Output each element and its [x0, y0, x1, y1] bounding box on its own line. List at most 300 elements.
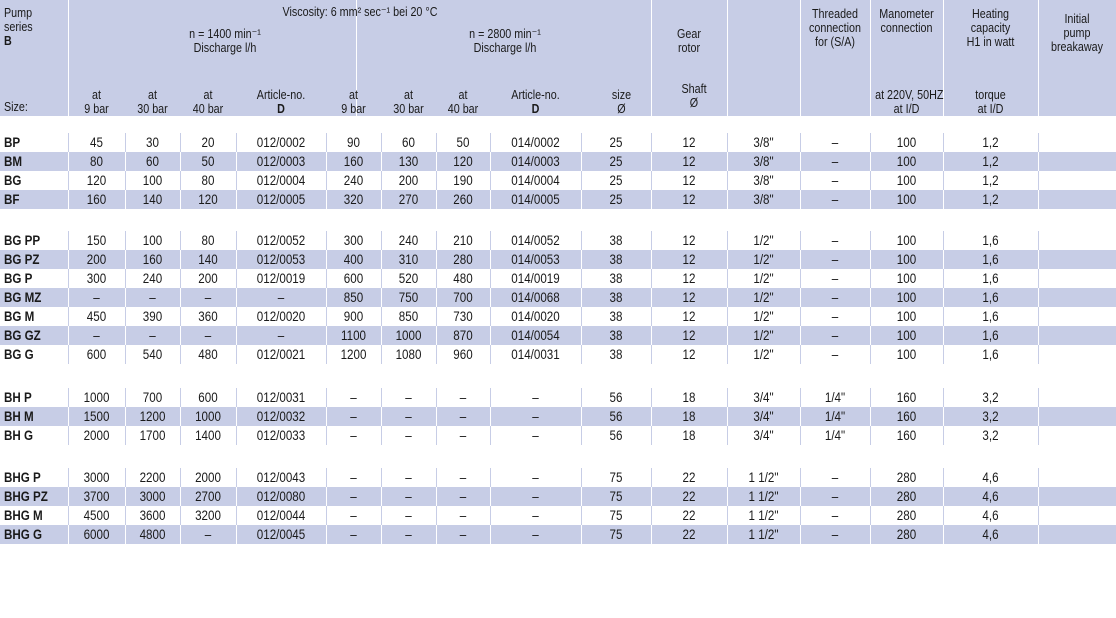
subheader-at40: at: [458, 88, 468, 102]
pump-size-cell: BF: [4, 192, 20, 207]
speed-1400-header: Discharge l/h: [193, 41, 257, 55]
table-cell: 3/4": [753, 409, 774, 424]
table-cell: 1100: [341, 328, 366, 343]
table-cell: 18: [682, 409, 696, 424]
table-cell: –: [204, 328, 212, 343]
table-cell: 1,2: [982, 135, 999, 150]
table-cell: –: [405, 508, 412, 523]
subheader-heating-sub: at I/D: [893, 102, 920, 116]
table-cell: 200: [86, 252, 107, 267]
pump-size-cell: BG P: [4, 271, 33, 286]
table-cell: 520: [398, 271, 419, 286]
table-cell: 1,2: [982, 192, 999, 207]
table-cell: 100: [896, 252, 917, 267]
table-cell: 160: [896, 390, 917, 405]
table-cell: –: [831, 470, 839, 485]
table-cell: –: [93, 328, 100, 343]
table-cell: 1200: [340, 347, 367, 362]
table-cell: 320: [343, 192, 364, 207]
table-cell: 100: [896, 154, 917, 169]
table-cell: –: [459, 470, 467, 485]
table-cell: –: [532, 390, 539, 405]
header-column-divider: [870, 0, 871, 116]
pump-size-cell: BHG PZ: [4, 489, 48, 504]
table-cell: 310: [398, 252, 419, 267]
subheader-shaft: Ø: [689, 96, 699, 110]
table-cell: 3,2: [982, 409, 999, 424]
table-cell: –: [405, 428, 412, 443]
subheader-shaft: Shaft: [681, 82, 707, 96]
table-cell: –: [831, 309, 839, 324]
table-cell: 100: [896, 192, 917, 207]
table-cell: 3,2: [982, 428, 999, 443]
table-cell: –: [405, 390, 412, 405]
table-cell: 75: [609, 527, 623, 542]
table-cell: 1,6: [982, 290, 999, 305]
table-cell: 2700: [195, 489, 221, 504]
table-cell: –: [459, 527, 467, 542]
table-cell: 1700: [139, 428, 166, 443]
table-cell: 012/0045: [256, 527, 306, 542]
table-cell: 25: [609, 173, 623, 188]
table-cell: 38: [609, 290, 623, 305]
table-cell: 3000: [83, 470, 110, 485]
table-cell: –: [532, 489, 539, 504]
table-row: [0, 388, 1116, 407]
table-row: [0, 307, 1116, 326]
table-cell: 960: [453, 347, 473, 362]
table-cell: 1000: [395, 328, 422, 343]
table-row: [0, 407, 1116, 426]
table-cell: 4,6: [982, 527, 999, 542]
table-cell: –: [350, 489, 357, 504]
table-cell: 014/0068: [511, 290, 560, 305]
table-row: [0, 487, 1116, 506]
subheader-article: Article-no.: [511, 88, 560, 102]
threaded-header: for (S/A): [814, 35, 856, 49]
table-cell: 600: [343, 271, 364, 286]
pump-size-cell: BG G: [4, 347, 34, 362]
table-cell: 480: [198, 347, 218, 362]
table-cell: 38: [609, 347, 623, 362]
table-cell: 390: [142, 309, 163, 324]
torque-header: breakaway: [1050, 40, 1103, 54]
gear-rotor-header: Gear: [677, 27, 701, 41]
header-column-divider: [68, 0, 69, 116]
heating-header: H1 in watt: [966, 35, 1015, 49]
table-cell: –: [831, 192, 839, 207]
table-cell: 750: [398, 290, 419, 305]
table-cell: 100: [896, 309, 917, 324]
table-cell: 190: [453, 173, 473, 188]
gear-rotor-header: rotor: [677, 41, 701, 55]
table-cell: 012/0053: [256, 252, 306, 267]
table-cell: 100: [896, 271, 917, 286]
pump-size-cell: BH P: [4, 390, 32, 405]
table-cell: 014/0002: [511, 135, 560, 150]
pump-size-cell: BHG M: [4, 508, 43, 523]
header-column-divider: [943, 0, 944, 116]
table-cell: 12: [682, 271, 696, 286]
table-cell: 22: [682, 527, 696, 542]
table-row: [0, 288, 1116, 307]
table-cell: 1/4": [824, 390, 846, 405]
table-cell: 850: [398, 309, 419, 324]
table-cell: 270: [398, 192, 419, 207]
table-cell: 75: [609, 489, 623, 504]
table-cell: 1200: [139, 409, 166, 424]
table-cell: 120: [198, 192, 218, 207]
table-cell: 56: [609, 409, 623, 424]
table-cell: 1,6: [982, 328, 999, 343]
table-cell: 4,6: [982, 489, 999, 504]
table-cell: 3,2: [982, 390, 999, 405]
table-cell: –: [350, 508, 357, 523]
table-row: [0, 426, 1116, 445]
table-cell: –: [149, 328, 156, 343]
table-cell: 600: [86, 347, 107, 362]
table-cell: 38: [609, 328, 623, 343]
table-cell: 18: [682, 428, 696, 443]
table-row: [0, 326, 1116, 345]
table-cell: 30: [146, 135, 159, 150]
pump-size-cell: BH M: [4, 409, 34, 424]
subheader-gear-size: size: [611, 88, 632, 102]
table-cell: 280: [896, 489, 917, 504]
table-cell: –: [831, 508, 839, 523]
table-cell: 12: [682, 347, 696, 362]
table-cell: –: [831, 173, 839, 188]
table-cell: 22: [682, 489, 696, 504]
heating-header: capacity: [970, 21, 1011, 35]
table-cell: 12: [682, 173, 696, 188]
table-cell: 014/0053: [511, 252, 560, 267]
table-cell: 2000: [195, 470, 221, 485]
table-row: [0, 269, 1116, 288]
subheader-heating-sub: at 220V, 50HZ: [875, 88, 944, 102]
table-cell: 1,6: [982, 252, 999, 267]
subheader-at40: at: [203, 88, 213, 102]
pump-size-cell: BG: [4, 173, 22, 188]
table-cell: 160: [86, 192, 107, 207]
table-cell: 600: [198, 390, 218, 405]
table-cell: 12: [682, 192, 696, 207]
table-cell: 38: [609, 271, 623, 286]
table-cell: –: [149, 290, 156, 305]
table-cell: 1080: [395, 347, 422, 362]
subheader-at30: 30 bar: [137, 102, 168, 116]
table-cell: 012/0021: [256, 347, 306, 362]
table-cell: 280: [453, 252, 473, 267]
table-cell: 360: [198, 309, 218, 324]
table-cell: 014/0004: [511, 173, 560, 188]
table-cell: 1500: [83, 409, 110, 424]
pump-size-cell: BG M: [4, 309, 35, 324]
table-cell: –: [277, 328, 285, 343]
pump-series-header: Pump: [4, 6, 33, 20]
table-cell: 12: [682, 328, 696, 343]
table-cell: 56: [609, 390, 623, 405]
table-cell: 730: [453, 309, 473, 324]
table-cell: –: [831, 271, 839, 286]
table-cell: 012/0031: [256, 390, 306, 405]
table-cell: 3/8": [753, 154, 774, 169]
table-cell: –: [405, 409, 412, 424]
table-cell: 4,6: [982, 470, 999, 485]
table-cell: 25: [609, 135, 623, 150]
table-cell: 012/0020: [256, 309, 306, 324]
subheader-article: D: [531, 102, 540, 116]
table-cell: 100: [896, 173, 917, 188]
table-cell: 100: [896, 347, 917, 362]
table-cell: 75: [609, 508, 623, 523]
table-cell: –: [277, 290, 285, 305]
table-cell: 60: [402, 135, 415, 150]
table-cell: 12: [682, 309, 696, 324]
table-cell: 014/0019: [511, 271, 560, 286]
subheader-at9: at: [92, 88, 101, 102]
table-cell: –: [532, 470, 539, 485]
table-cell: 1,6: [982, 271, 999, 286]
table-cell: 450: [86, 309, 107, 324]
table-cell: 100: [142, 173, 163, 188]
table-cell: –: [350, 390, 357, 405]
size-label: Size:: [4, 100, 28, 114]
table-cell: 120: [86, 173, 107, 188]
table-cell: –: [831, 527, 839, 542]
table-cell: 280: [896, 470, 917, 485]
table-cell: 1/2": [753, 290, 774, 305]
table-cell: 1/2": [753, 252, 774, 267]
table-cell: 80: [90, 154, 103, 169]
table-cell: 160: [142, 252, 163, 267]
table-cell: –: [831, 252, 839, 267]
table-row: [0, 250, 1116, 269]
table-cell: 3600: [139, 508, 166, 523]
table-cell: 80: [201, 233, 215, 248]
subheader-at9: 9 bar: [341, 102, 366, 116]
table-cell: 012/0043: [256, 470, 306, 485]
table-cell: 2200: [139, 470, 166, 485]
table-cell: 1,6: [982, 233, 999, 248]
table-cell: 3/8": [753, 173, 774, 188]
pump-series-header: B: [4, 34, 12, 48]
table-cell: 80: [201, 173, 215, 188]
pump-size-cell: BM: [4, 154, 23, 169]
manometer-header: connection: [880, 21, 933, 35]
table-cell: 3000: [139, 489, 166, 504]
table-cell: 25: [609, 154, 623, 169]
table-cell: 014/0020: [511, 309, 560, 324]
table-cell: –: [831, 135, 839, 150]
threaded-header: Threaded: [811, 7, 859, 21]
table-cell: 014/0052: [511, 233, 560, 248]
table-cell: 012/0005: [256, 192, 306, 207]
table-cell: 18: [682, 390, 696, 405]
table-cell: 12: [682, 154, 696, 169]
table-cell: 1 1/2": [748, 527, 779, 542]
table-cell: –: [350, 409, 357, 424]
table-cell: 012/0052: [256, 233, 306, 248]
table-cell: 50: [201, 154, 215, 169]
table-cell: 240: [142, 271, 163, 286]
table-cell: 1/2": [753, 347, 774, 362]
table-cell: 012/0002: [256, 135, 306, 150]
table-cell: 100: [142, 233, 163, 248]
table-cell: –: [405, 527, 412, 542]
table-cell: 3/8": [753, 135, 774, 150]
table-cell: 210: [453, 233, 473, 248]
table-cell: –: [459, 508, 467, 523]
torque-header: Initial: [1064, 12, 1090, 26]
table-cell: 012/0032: [256, 409, 306, 424]
table-cell: 12: [682, 252, 696, 267]
table-cell: 300: [86, 271, 107, 286]
table-cell: 014/0031: [511, 347, 560, 362]
table-cell: –: [459, 428, 467, 443]
table-cell: 014/0054: [511, 328, 560, 343]
table-cell: –: [459, 390, 467, 405]
table-cell: 50: [456, 135, 470, 150]
table-cell: –: [93, 290, 100, 305]
table-cell: 012/0019: [256, 271, 306, 286]
speed-2800-header: Discharge l/h: [473, 41, 537, 55]
subheader-gear-size: Ø: [617, 102, 626, 116]
table-cell: 100: [896, 135, 917, 150]
table-cell: 3200: [195, 508, 221, 523]
table-cell: 1,2: [982, 173, 999, 188]
table-row: [0, 152, 1116, 171]
table-cell: 3/4": [753, 390, 774, 405]
table-cell: 140: [198, 252, 218, 267]
table-cell: 480: [453, 271, 473, 286]
table-cell: 012/0033: [256, 428, 306, 443]
table-cell: 700: [453, 290, 473, 305]
table-cell: 870: [453, 328, 473, 343]
table-cell: 3/8": [753, 192, 774, 207]
table-cell: 160: [896, 428, 917, 443]
table-cell: 100: [896, 328, 917, 343]
table-cell: 75: [609, 470, 623, 485]
table-cell: 900: [343, 309, 364, 324]
pump-size-cell: BH G: [4, 428, 34, 443]
table-cell: 260: [453, 192, 473, 207]
table-cell: 1/4": [824, 409, 846, 424]
pump-size-cell: BG PP: [4, 233, 41, 248]
table-cell: 1,2: [982, 154, 999, 169]
table-cell: 850: [343, 290, 364, 305]
table-cell: 20: [201, 135, 215, 150]
table-cell: 45: [90, 135, 103, 150]
subheader-at30: at: [404, 88, 413, 102]
viscosity-header: Viscosity: 6 mm² sec⁻¹ bei 20 °C: [282, 5, 438, 19]
table-row: [0, 231, 1116, 250]
pump-size-cell: BG MZ: [4, 290, 42, 305]
table-cell: –: [532, 508, 539, 523]
table-cell: 22: [682, 470, 696, 485]
subheader-article: D: [277, 102, 285, 116]
torque-header: pump: [1063, 26, 1091, 40]
table-cell: –: [204, 527, 212, 542]
table-row: [0, 190, 1116, 209]
subheader-at40: 40 bar: [192, 102, 224, 116]
table-cell: 100: [896, 233, 917, 248]
subheader-at9: at: [349, 88, 358, 102]
table-row: [0, 506, 1116, 525]
table-cell: 1,6: [982, 309, 999, 324]
header-column-divider: [727, 0, 728, 116]
table-cell: 012/0080: [256, 489, 306, 504]
manometer-header: Manometer: [879, 7, 934, 21]
subheader-at9: 9 bar: [84, 102, 109, 116]
header-column-divider: [800, 0, 801, 116]
table-cell: 38: [609, 233, 623, 248]
table-cell: 12: [682, 290, 696, 305]
table-cell: 014/0005: [511, 192, 560, 207]
subheader-at30: at: [148, 88, 157, 102]
pump-size-cell: BP: [4, 135, 21, 150]
table-cell: –: [350, 428, 357, 443]
subheader-torque-sub: at I/D: [977, 102, 1004, 116]
table-cell: 200: [398, 173, 419, 188]
subheader-at40: 40 bar: [447, 102, 479, 116]
table-cell: –: [350, 470, 357, 485]
table-cell: 1/2": [753, 309, 774, 324]
table-cell: 1/4": [824, 428, 846, 443]
table-cell: –: [532, 527, 539, 542]
table-cell: 012/0004: [256, 173, 306, 188]
table-cell: 300: [343, 233, 364, 248]
pump-series-header: series: [4, 20, 33, 34]
table-cell: –: [405, 489, 412, 504]
table-cell: 1 1/2": [748, 470, 779, 485]
header-column-divider: [1038, 0, 1039, 116]
table-cell: 160: [343, 154, 364, 169]
subheader-article: Article-no.: [256, 88, 306, 102]
table-cell: –: [405, 470, 412, 485]
table-cell: –: [350, 527, 357, 542]
pump-size-cell: BHG P: [4, 470, 41, 485]
table-cell: 38: [609, 252, 623, 267]
table-row: [0, 525, 1116, 544]
table-cell: 1400: [195, 428, 221, 443]
table-cell: 240: [398, 233, 419, 248]
table-cell: 150: [86, 233, 107, 248]
table-cell: –: [459, 409, 467, 424]
table-cell: 012/0003: [256, 154, 306, 169]
table-cell: 56: [609, 428, 623, 443]
table-cell: –: [831, 347, 839, 362]
table-cell: 200: [198, 271, 218, 286]
table-cell: 1 1/2": [748, 489, 779, 504]
table-cell: 2000: [83, 428, 110, 443]
table-cell: 4800: [139, 527, 166, 542]
table-cell: 4,6: [982, 508, 999, 523]
table-cell: 1000: [83, 390, 110, 405]
pump-size-cell: BG GZ: [4, 328, 41, 343]
table-cell: 90: [347, 135, 360, 150]
table-row: [0, 133, 1116, 152]
table-cell: 12: [682, 233, 696, 248]
pump-size-cell: BG PZ: [4, 252, 40, 267]
table-cell: 120: [453, 154, 473, 169]
table-row: [0, 468, 1116, 487]
table-cell: 012/0044: [256, 508, 306, 523]
table-cell: 38: [609, 309, 623, 324]
table-cell: 400: [343, 252, 364, 267]
table-cell: –: [204, 290, 212, 305]
threaded-header: connection: [808, 21, 862, 35]
